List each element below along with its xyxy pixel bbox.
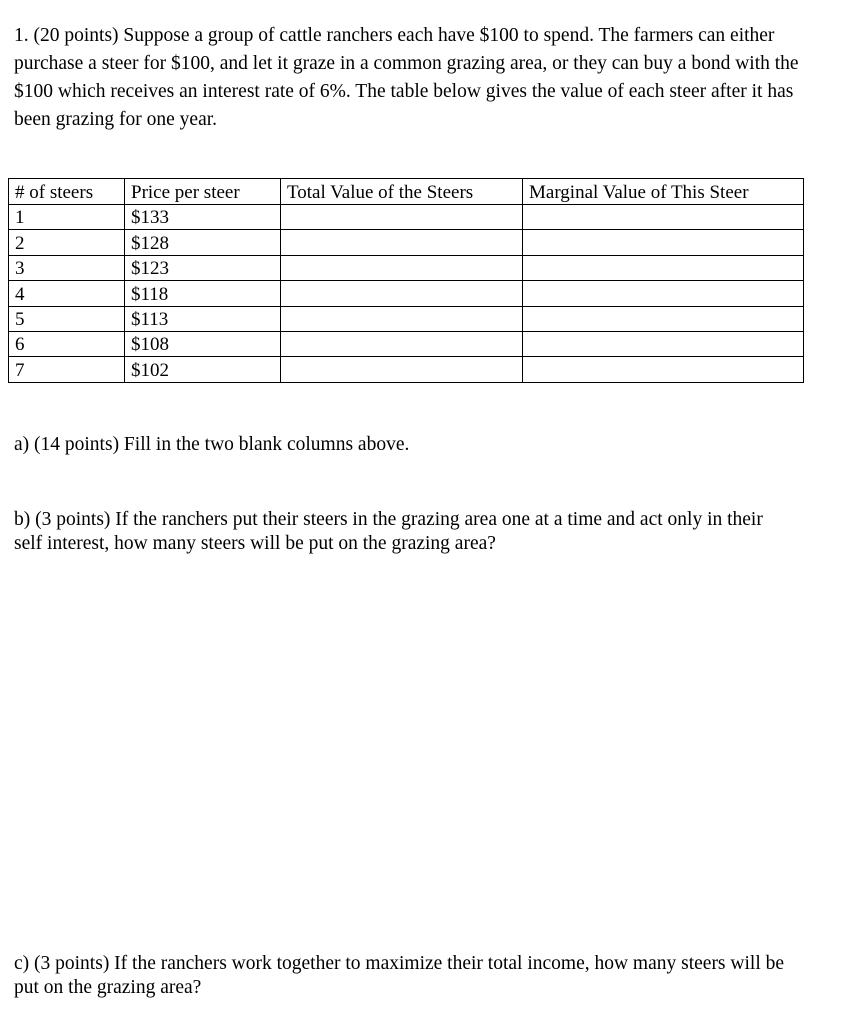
cell-price: $118	[125, 281, 281, 306]
cell-total-value	[281, 281, 523, 306]
header-num-steers: # of steers	[9, 179, 125, 205]
header-total-value: Total Value of the Steers	[281, 179, 523, 205]
cell-marginal-value	[523, 230, 804, 255]
cell-marginal-value	[523, 306, 804, 331]
table-row	[9, 357, 804, 382]
cell-num-steers: 1	[9, 205, 125, 230]
cell-total-value	[281, 331, 523, 356]
cell-marginal-value	[523, 281, 804, 306]
table-row	[9, 306, 804, 331]
steer-value-table	[8, 178, 804, 383]
cell-total-value	[281, 230, 523, 255]
cell-total-value	[281, 205, 523, 230]
cell-num-steers: 6	[9, 331, 125, 356]
header-price-per-steer: Price per steer	[125, 179, 281, 205]
table-row	[9, 281, 804, 306]
cell-num-steers: 2	[9, 230, 125, 255]
cell-total-value	[281, 306, 523, 331]
cell-num-steers: 7	[9, 357, 125, 382]
cell-price: $128	[125, 230, 281, 255]
cell-price: $102	[125, 357, 281, 382]
cell-num-steers: 3	[9, 255, 125, 280]
cell-marginal-value	[523, 205, 804, 230]
cell-total-value	[281, 255, 523, 280]
cell-marginal-value	[523, 357, 804, 382]
cell-marginal-value	[523, 331, 804, 356]
cell-price: $123	[125, 255, 281, 280]
cell-total-value	[281, 357, 523, 382]
cell-price: $113	[125, 306, 281, 331]
table-row	[9, 205, 804, 230]
cell-num-steers: 4	[9, 281, 125, 306]
question-c: c) (3 points) If the ranchers work together to maximize their total income, how many steers will be put on the grazing area?	[14, 953, 785, 998]
table-row	[9, 230, 804, 255]
table-row	[9, 255, 804, 280]
problem-intro: 1. (20 points) Suppose a group of cattle ranchers each have $100 to spend. The farmers can either purchase a steer for $100, and let it graze in a common grazing area, or they can buy a bond with the $100 which receives an interest rate of 6%. The table below gives the value of each steer after it has been grazing for one year.	[14, 25, 799, 130]
cell-price: $133	[125, 205, 281, 230]
cell-num-steers: 5	[9, 306, 125, 331]
header-marginal-value: Marginal Value of This Steer	[523, 179, 804, 205]
table-header-row	[9, 179, 804, 205]
question-b: b) (3 points) If the ranchers put their steers in the grazing area one at a time and act only in their self interest, how many steers will be put on the grazing area?	[14, 509, 763, 554]
table-row	[9, 331, 804, 356]
cell-price: $108	[125, 331, 281, 356]
question-a: a) (14 points) Fill in the two blank columns above.	[14, 434, 410, 455]
cell-marginal-value	[523, 255, 804, 280]
